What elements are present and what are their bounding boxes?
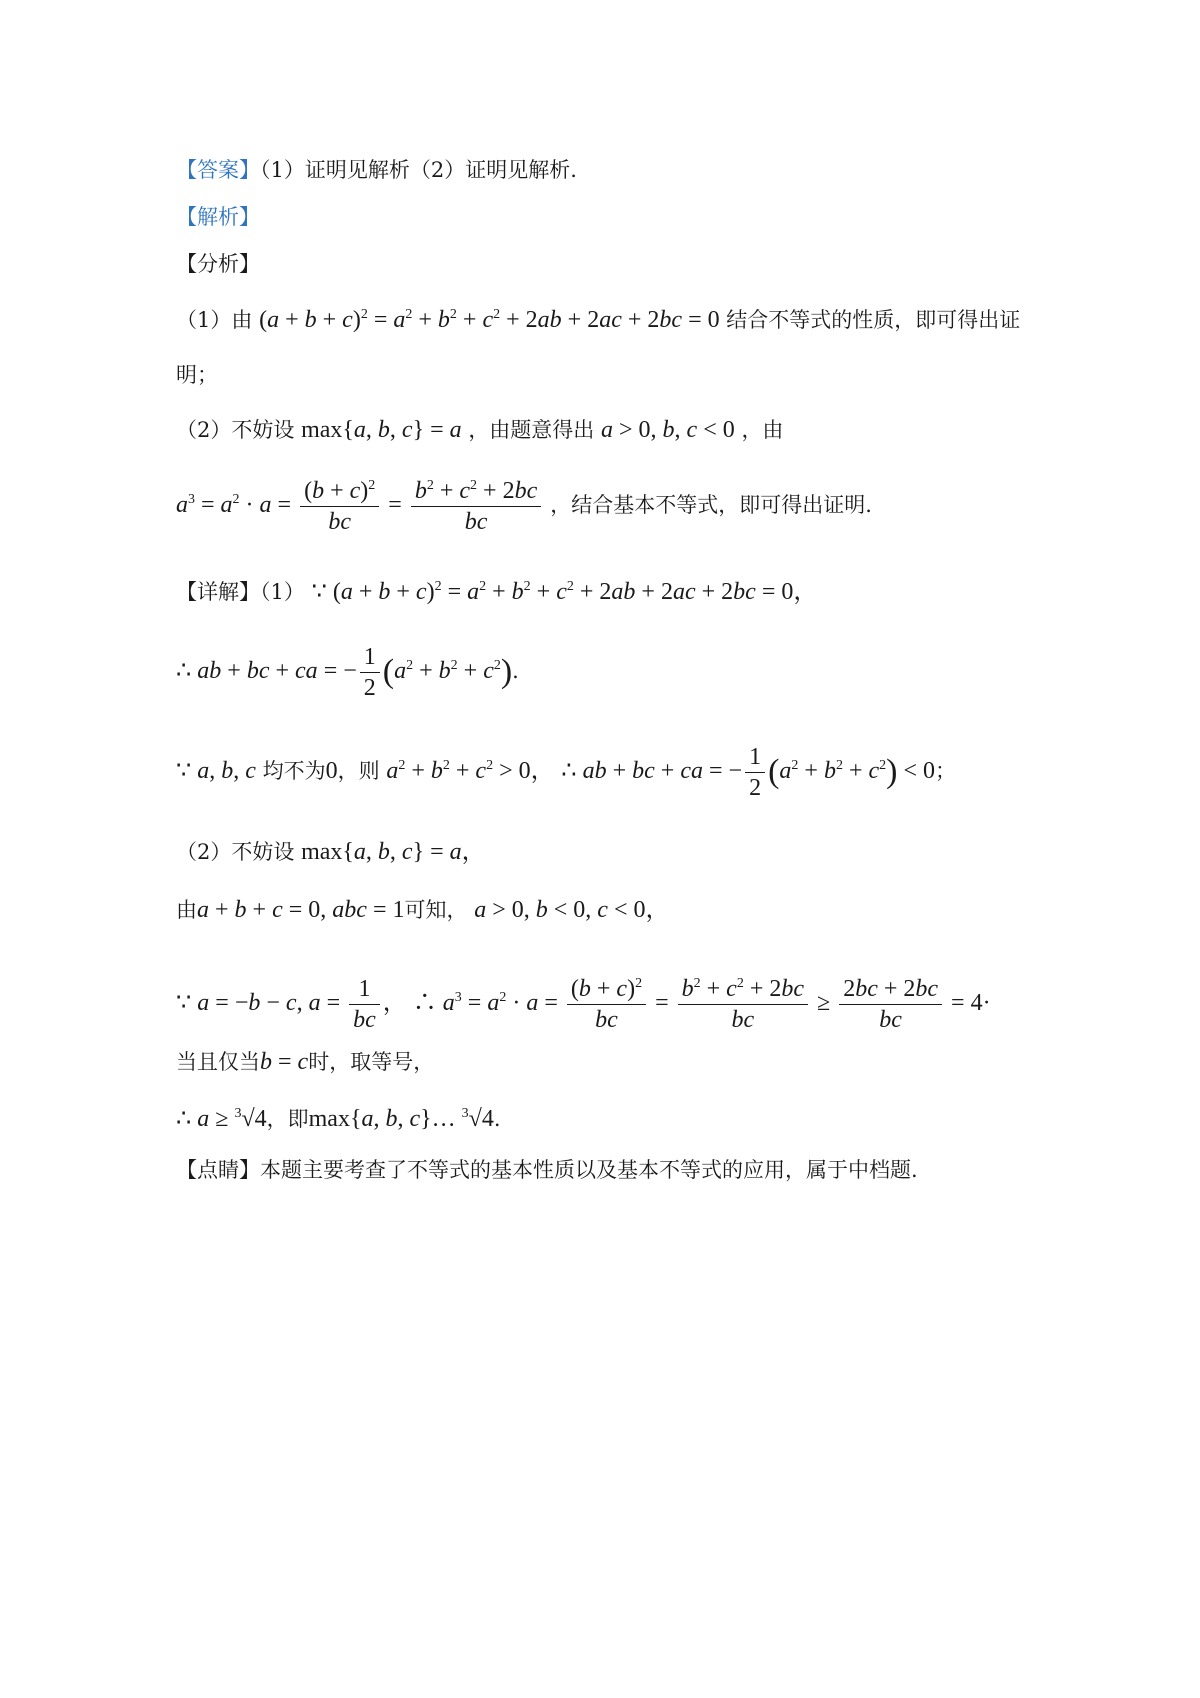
fenxi-p3-tail: ，结合基本不等式，即可得出证明. — [550, 493, 872, 518]
xiangjie-label: 【详解】 — [176, 580, 260, 604]
formula-ab-bc-ca: ∴ ab + bc + ca = − $\frac{1}{2}$ $(a^2 + b^2 + c^2)$ — [176, 644, 513, 701]
xiangjie-step7-tail: 时，取等号， — [308, 1050, 435, 1074]
formula-max-a: max{a, b, c} = a — [301, 417, 462, 443]
xiangjie-step8-mid: ，即 — [266, 1107, 309, 1131]
xiangjie-step4 — [176, 840, 486, 864]
formula-abc-nonzero: ∵ a, b, c — [176, 758, 256, 785]
answer-line — [176, 160, 577, 181]
analysis-label: 【解析】 — [176, 205, 260, 229]
dianjing-line — [176, 1160, 918, 1181]
xiangjie-step4-lead: （2）不妨设 — [176, 840, 295, 864]
xiangjie-step5-mid: 可知， — [404, 898, 468, 922]
xiangjie-step7-lead: 当且仅当 — [176, 1050, 260, 1074]
formula-b-eq-c: b = c — [260, 1049, 309, 1075]
xiangjie-step2 — [176, 642, 519, 703]
formula-a-cubed: $a^3 = a^2 \cdot a$ = $\frac{(b + c)^2}{bc}$ = $\frac{b^2 + c^2 + 2bc}{bc}$ — [176, 492, 550, 518]
dianjing-label: 【点睛】 — [176, 1158, 260, 1182]
formula-a-cubed-bound: ∵ a = −b − c, a = $\frac{1}{bc}$ ， ∴ $a^3 = a^2 \cdot a$ = $\frac{(b + c)^2}{bc}$ = $\frac{b^2 + c^2 + 2bc}{bc}$ ≥ $\frac{2bc + 2bc}{bc}$ = 4· — [176, 976, 991, 1033]
fenxi-p3 — [176, 476, 872, 537]
fenxi-p2-lead: （2）不妨设 — [176, 418, 295, 442]
dianjing-text: 本题主要考查了不等式的基本性质以及基本不等式的应用，属于中档题. — [260, 1158, 918, 1182]
fenxi-p1 — [176, 308, 1020, 332]
answer-text: （1）证明见解析（2）证明见解析. — [260, 158, 577, 182]
xiangjie-step3-mid1: 均不为 — [262, 759, 326, 784]
xiangjie-step5-lead: 由 — [176, 898, 197, 922]
formula-given: a + b + c = 0, abc = 1 — [197, 897, 405, 923]
xiangjie-step7 — [176, 1050, 434, 1074]
fenxi-p2 — [176, 418, 783, 442]
formula-zero: 0 — [325, 758, 338, 785]
xiangjie-step2-tail: . — [512, 659, 519, 684]
xiangjie-step3-end: ； — [935, 759, 957, 784]
fenxi-p1-tail: 结合不等式的性质，即可得出证 — [726, 308, 1021, 332]
formula-max-a-2: max{a, b, c} = a， — [301, 839, 486, 865]
xiangjie-step1 — [176, 580, 817, 604]
formula-max-ge-cuberoot: max{a, b, c}… $^3$√4 — [308, 1106, 494, 1132]
xiangjie-step8 — [176, 1107, 501, 1131]
formula-ab-bc-ca-negative: ∴ ab + bc + ca = − $\frac{1}{2}$ $(a^2 + b^2 + c^2) < 0$ — [561, 744, 936, 801]
formula-signs: a > 0, b < 0, c < 0， — [474, 897, 670, 923]
answer-label: 【答案】 — [176, 158, 260, 182]
formula-a-ge-cuberoot: ∴ a ≥ $^3$√4 — [176, 1106, 267, 1132]
formula-sign-conditions: a > 0, b, c < 0 — [601, 417, 735, 443]
xiangjie-step3 — [176, 742, 956, 803]
fenxi-p2-mid: ，由题意得出 — [468, 418, 595, 442]
xiangjie-step8-end: . — [493, 1107, 501, 1131]
fenxi-label: 【分析】 — [176, 252, 260, 276]
formula-sum-squares-positive: $a^2 + b^2 + c^2 > 0$， — [386, 758, 555, 785]
formula-square-expansion: $(a + b + c)^2 = a^2 + b^2 + c^2 + 2ab + 2ac + 2bc = 0$ — [259, 307, 720, 333]
xiangjie-step5 — [176, 898, 669, 922]
xiangjie-step1-lead: （1） — [260, 580, 305, 604]
fenxi-p1-wrap: 明； — [176, 363, 218, 387]
formula-because-expansion: ∵ $(a + b + c)^2 = a^2 + b^2 + c^2 + 2ab + 2ac + 2bc = 0$， — [311, 579, 818, 605]
xiangjie-step3-mid2: ，则 — [337, 759, 380, 784]
fenxi-p2-tail: ，由 — [741, 418, 784, 442]
fenxi-p1-lead: （1）由 — [176, 308, 253, 332]
xiangjie-step6 — [176, 974, 991, 1035]
